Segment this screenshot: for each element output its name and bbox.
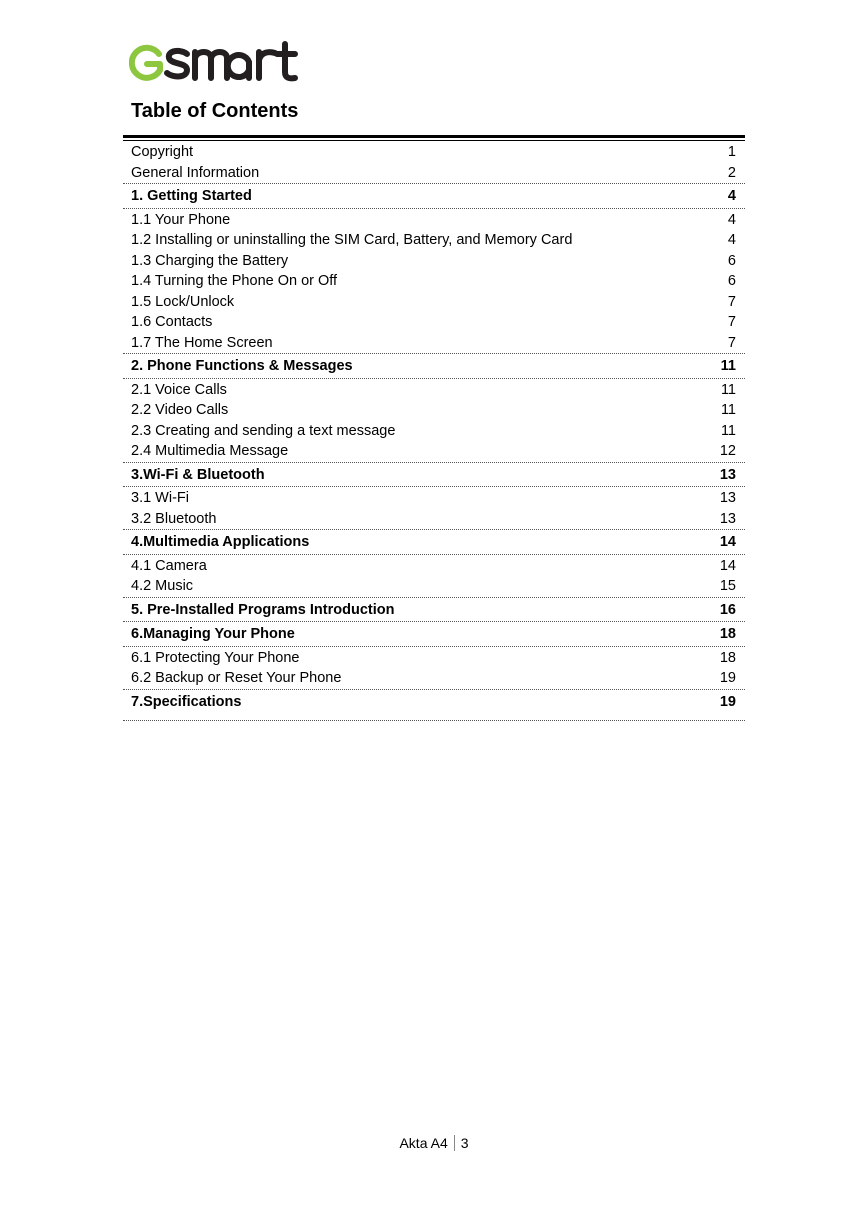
toc-entry-label: 4.1 Camera (131, 557, 207, 574)
toc-group (123, 184, 745, 209)
toc-entry-label: Copyright (131, 144, 194, 160)
toc-entry[interactable] (123, 668, 745, 689)
toc-entry-page: 14 (719, 534, 736, 550)
toc-chapter-entry[interactable] (123, 186, 745, 207)
toc-entry-label: 6.Managing Your Phone (131, 626, 295, 642)
footer-page-number: 3 (460, 1135, 469, 1151)
toc-entry-page: 12 (719, 443, 736, 459)
toc-entry[interactable] (123, 648, 745, 669)
toc-entry[interactable] (123, 251, 745, 272)
toc-entry-label: 1.7 The Home Screen (131, 334, 273, 351)
toc-chapter-entry[interactable] (123, 600, 745, 621)
toc-entry-page: 16 (719, 601, 736, 618)
toc-entry-page: 6 (727, 252, 736, 269)
toc-entry-page: 13 (719, 466, 736, 483)
gsmart-logo (129, 40, 299, 84)
toc-entry-label: 6.1 Protecting Your Phone (131, 649, 300, 666)
toc-entry-page: 11 (720, 422, 736, 439)
toc-group (123, 690, 745, 722)
toc-entry-page: 19 (719, 670, 736, 686)
toc-entry[interactable] (123, 441, 745, 462)
toc-entry-page: 18 (719, 649, 736, 666)
toc-entry-page: 7 (727, 334, 736, 351)
toc-entry-label: 3.2 Bluetooth (131, 510, 217, 527)
toc-entry-page: 6 (727, 273, 736, 289)
toc-entry[interactable] (123, 488, 745, 509)
toc-entry[interactable] (123, 333, 745, 354)
toc-entry-label: 2.4 Multimedia Message (131, 443, 289, 459)
title-rule-thick (123, 135, 745, 138)
toc-entry-page: 19 (719, 693, 736, 710)
page-footer (0, 1135, 868, 1151)
footer-separator (454, 1135, 455, 1151)
toc-entry-label: 7.Specifications (131, 693, 242, 710)
toc-group (123, 354, 745, 379)
toc-entry-page: 13 (719, 490, 736, 506)
footer-model: Akta A4 (399, 1135, 448, 1151)
toc-entry-page: 4 (727, 232, 736, 248)
toc-entry-label: 4.Multimedia Applications (131, 534, 310, 550)
toc-entry-page: 15 (719, 578, 736, 594)
toc-group (123, 598, 745, 623)
table-of-contents (123, 141, 745, 721)
toc-group (123, 141, 745, 184)
page-title: Table of Contents (131, 100, 299, 122)
toc-group (123, 463, 745, 488)
toc-entry-label: 3.Wi-Fi & Bluetooth (131, 466, 265, 483)
toc-entry-page: 4 (727, 211, 736, 228)
toc-entry[interactable] (123, 271, 745, 292)
toc-entry-label: 2.1 Voice Calls (131, 381, 227, 398)
toc-entry-label: 1. Getting Started (131, 188, 252, 204)
toc-entry-page: 7 (727, 293, 736, 310)
toc-entry[interactable] (123, 576, 745, 597)
toc-entry-page: 11 (720, 402, 736, 418)
toc-chapter-entry[interactable] (123, 692, 745, 713)
toc-chapter-entry[interactable] (123, 532, 745, 553)
toc-group (123, 487, 745, 530)
toc-entry-page: 13 (719, 510, 736, 527)
toc-group (123, 622, 745, 647)
toc-group (123, 647, 745, 690)
toc-entry-page: 11 (720, 358, 736, 374)
toc-group (123, 209, 745, 355)
toc-group (123, 530, 745, 555)
toc-entry-label: 1.5 Lock/Unlock (131, 293, 235, 310)
toc-entry[interactable] (123, 509, 745, 530)
toc-entry-label: 2. Phone Functions & Messages (131, 358, 353, 374)
toc-entry[interactable] (123, 400, 745, 421)
toc-entry-label: 1.3 Charging the Battery (131, 252, 289, 269)
toc-group (123, 555, 745, 598)
toc-entry-page: 11 (720, 381, 736, 398)
toc-entry[interactable] (123, 312, 745, 333)
toc-entry-label: 2.3 Creating and sending a text message (131, 422, 396, 439)
toc-chapter-entry[interactable] (123, 624, 745, 645)
toc-entry-label: 1.4 Turning the Phone On or Off (131, 273, 338, 289)
toc-entry[interactable] (123, 142, 745, 163)
toc-entry-label: 6.2 Backup or Reset Your Phone (131, 670, 342, 686)
toc-entry[interactable] (123, 556, 745, 577)
toc-entry-label: 2.2 Video Calls (131, 402, 229, 418)
toc-entry-label: 1.1 Your Phone (131, 211, 231, 228)
toc-entry[interactable] (123, 421, 745, 442)
toc-group (123, 379, 745, 463)
toc-entry-label: 3.1 Wi-Fi (131, 490, 189, 506)
toc-entry-label: 5. Pre-Installed Programs Introduction (131, 601, 395, 618)
toc-entry-page: 1 (727, 144, 736, 160)
toc-entry-label: General Information (131, 164, 260, 181)
toc-entry-label: 1.2 Installing or uninstalling the SIM Card, Battery, and Memory Card (131, 232, 573, 248)
toc-chapter-entry[interactable] (123, 465, 745, 486)
toc-entry[interactable] (123, 163, 745, 184)
toc-entry-label: 4.2 Music (131, 578, 194, 594)
toc-entry[interactable] (123, 230, 745, 251)
toc-entry-label: 1.6 Contacts (131, 314, 213, 330)
toc-entry-page: 2 (727, 164, 736, 181)
toc-entry-page: 4 (727, 188, 736, 204)
toc-entry[interactable] (123, 292, 745, 313)
toc-entry-page: 18 (719, 626, 736, 642)
toc-chapter-entry[interactable] (123, 356, 745, 377)
toc-entry-page: 7 (727, 314, 736, 330)
toc-entry[interactable] (123, 380, 745, 401)
toc-entry[interactable] (123, 210, 745, 231)
toc-entry-page: 14 (719, 557, 736, 574)
